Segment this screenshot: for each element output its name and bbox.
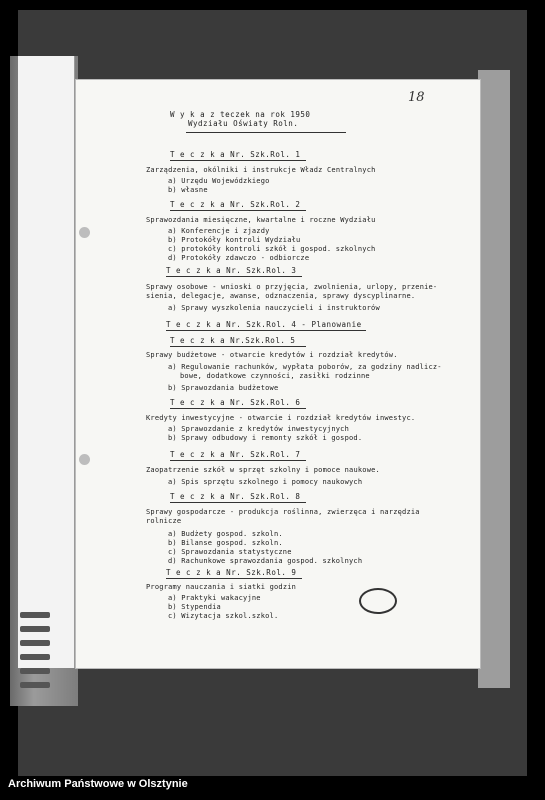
section-item: b) Bilanse gospod. szkoln. bbox=[168, 539, 283, 547]
section-text: Zaopatrzenie szkół w sprzęt szkolny i pomoce naukowe. bbox=[146, 466, 380, 474]
section-underline bbox=[166, 578, 302, 579]
section-header: T e c z k a Nr. Szk.Rol. 4 - Planowanie bbox=[166, 320, 362, 329]
section-header: T e c z k a Nr. Szk.Rol. 7 bbox=[170, 450, 301, 459]
section-underline bbox=[170, 460, 306, 461]
binder-clip bbox=[20, 626, 50, 632]
section-text: sienia, delegacje, awanse, odznaczenia, sprawy dyscyplinarne. bbox=[146, 292, 416, 300]
sheet-stack-edge bbox=[478, 70, 510, 688]
section-underline bbox=[170, 408, 306, 409]
section-item: a) Praktyki wakacyjne bbox=[168, 594, 261, 602]
binder-strip bbox=[18, 56, 75, 668]
binder-clip bbox=[20, 640, 50, 646]
section-text: Kredyty inwestycyjne - otwarcie i rozdział kredytów inwestyc. bbox=[146, 414, 416, 422]
binder-clip bbox=[20, 668, 50, 674]
title-line-2: Wydziału Oświaty Roln. bbox=[188, 119, 299, 128]
section-underline bbox=[166, 276, 302, 277]
section-item: b) Sprawozdania budżetowe bbox=[168, 384, 279, 392]
section-text: Sprawy gospodarcze - produkcja roślinna, zwierzęca i narzędzia bbox=[146, 508, 420, 516]
section-text: Sprawozdania miesięczne, kwartalne i roczne Wydziału bbox=[146, 216, 376, 224]
section-header: T e c z k a Nr. Szk.Rol. 6 bbox=[170, 398, 301, 407]
section-item: a) Konferencje i zjazdy bbox=[168, 227, 270, 235]
section-item: b) własne bbox=[168, 186, 208, 194]
section-item: a) Spis sprzętu szkolnego i pomocy naukowych bbox=[168, 478, 363, 486]
section-underline bbox=[170, 346, 306, 347]
section-text: Zarządzenia, okólniki i instrukcje Władz Centralnych bbox=[146, 166, 376, 174]
binder-clip bbox=[20, 682, 50, 688]
section-header: T e c z k a Nr. Szk.Rol. 1 bbox=[170, 150, 301, 159]
section-header: T e c z k a Nr. Szk.Rol. 2 bbox=[170, 200, 301, 209]
section-text: rolnicze bbox=[146, 517, 182, 525]
section-underline bbox=[166, 330, 366, 331]
section-header: T e c z k a Nr. Szk.Rol. 3 bbox=[166, 266, 297, 275]
section-item: b) Protokóły kontroli Wydziału bbox=[168, 236, 301, 244]
section-header: T e c z k a Nr. Szk.Rol. 9 bbox=[166, 568, 297, 577]
section-item: a) Budżety gospod. szkoln. bbox=[168, 530, 283, 538]
section-header: T e c z k a Nr. Szk.Rol. 8 bbox=[170, 492, 301, 501]
section-text: Programy nauczania i siatki godzin bbox=[146, 583, 297, 591]
section-item: c) Wizytacja szkol.szkol. bbox=[168, 612, 279, 620]
archive-label: Archiwum Państwowe w Olsztynie bbox=[8, 778, 188, 790]
section-item: a) Sprawy wyszkolenia nauczycieli i instruktorów bbox=[168, 304, 380, 312]
binder-clip bbox=[20, 654, 50, 660]
section-header: T e c z k a Nr.Szk.Rol. 5 bbox=[170, 336, 296, 345]
section-item: a) Urzędu Wojewódzkiego bbox=[168, 177, 270, 185]
section-item: bowe, dodatkowe czynności, zasiłki rodzinne bbox=[180, 372, 370, 380]
title-underline bbox=[186, 132, 346, 133]
section-item: c) protokóły kontroli szkół i gospod. szkolnych bbox=[168, 245, 376, 253]
section-underline bbox=[170, 210, 306, 211]
section-item: c) Sprawozdania statystyczne bbox=[168, 548, 292, 556]
section-underline bbox=[170, 160, 306, 161]
page-number: 18 bbox=[408, 90, 425, 105]
section-item: d) Protokóły zdawczo - odbiorcze bbox=[168, 254, 310, 262]
archive-stamp bbox=[359, 588, 397, 614]
section-text: Sprawy budżetowe - otwarcie kredytów i rozdział kredytów. bbox=[146, 351, 398, 359]
punch-hole bbox=[79, 454, 90, 465]
punch-hole bbox=[79, 227, 90, 238]
section-item: a) Sprawozdanie z kredytów inwestycyjnych bbox=[168, 425, 349, 433]
section-item: d) Rachunkowe sprawozdania gospod. szkolnych bbox=[168, 557, 363, 565]
section-item: b) Sprawy odbudowy i remonty szkół i gospod. bbox=[168, 434, 363, 442]
section-item: a) Regulowanie rachunków, wypłata poborów, za godziny nadlicz- bbox=[168, 363, 442, 371]
section-underline bbox=[170, 502, 306, 503]
section-text: Sprawy osobowe - wnioski o przyjęcia, zwolnienia, urlopy, przenie- bbox=[146, 283, 438, 291]
title-line-1: W y k a z teczek na rok 1950 bbox=[170, 110, 311, 119]
section-item: b) Stypendia bbox=[168, 603, 221, 611]
binder-clip bbox=[20, 612, 50, 618]
